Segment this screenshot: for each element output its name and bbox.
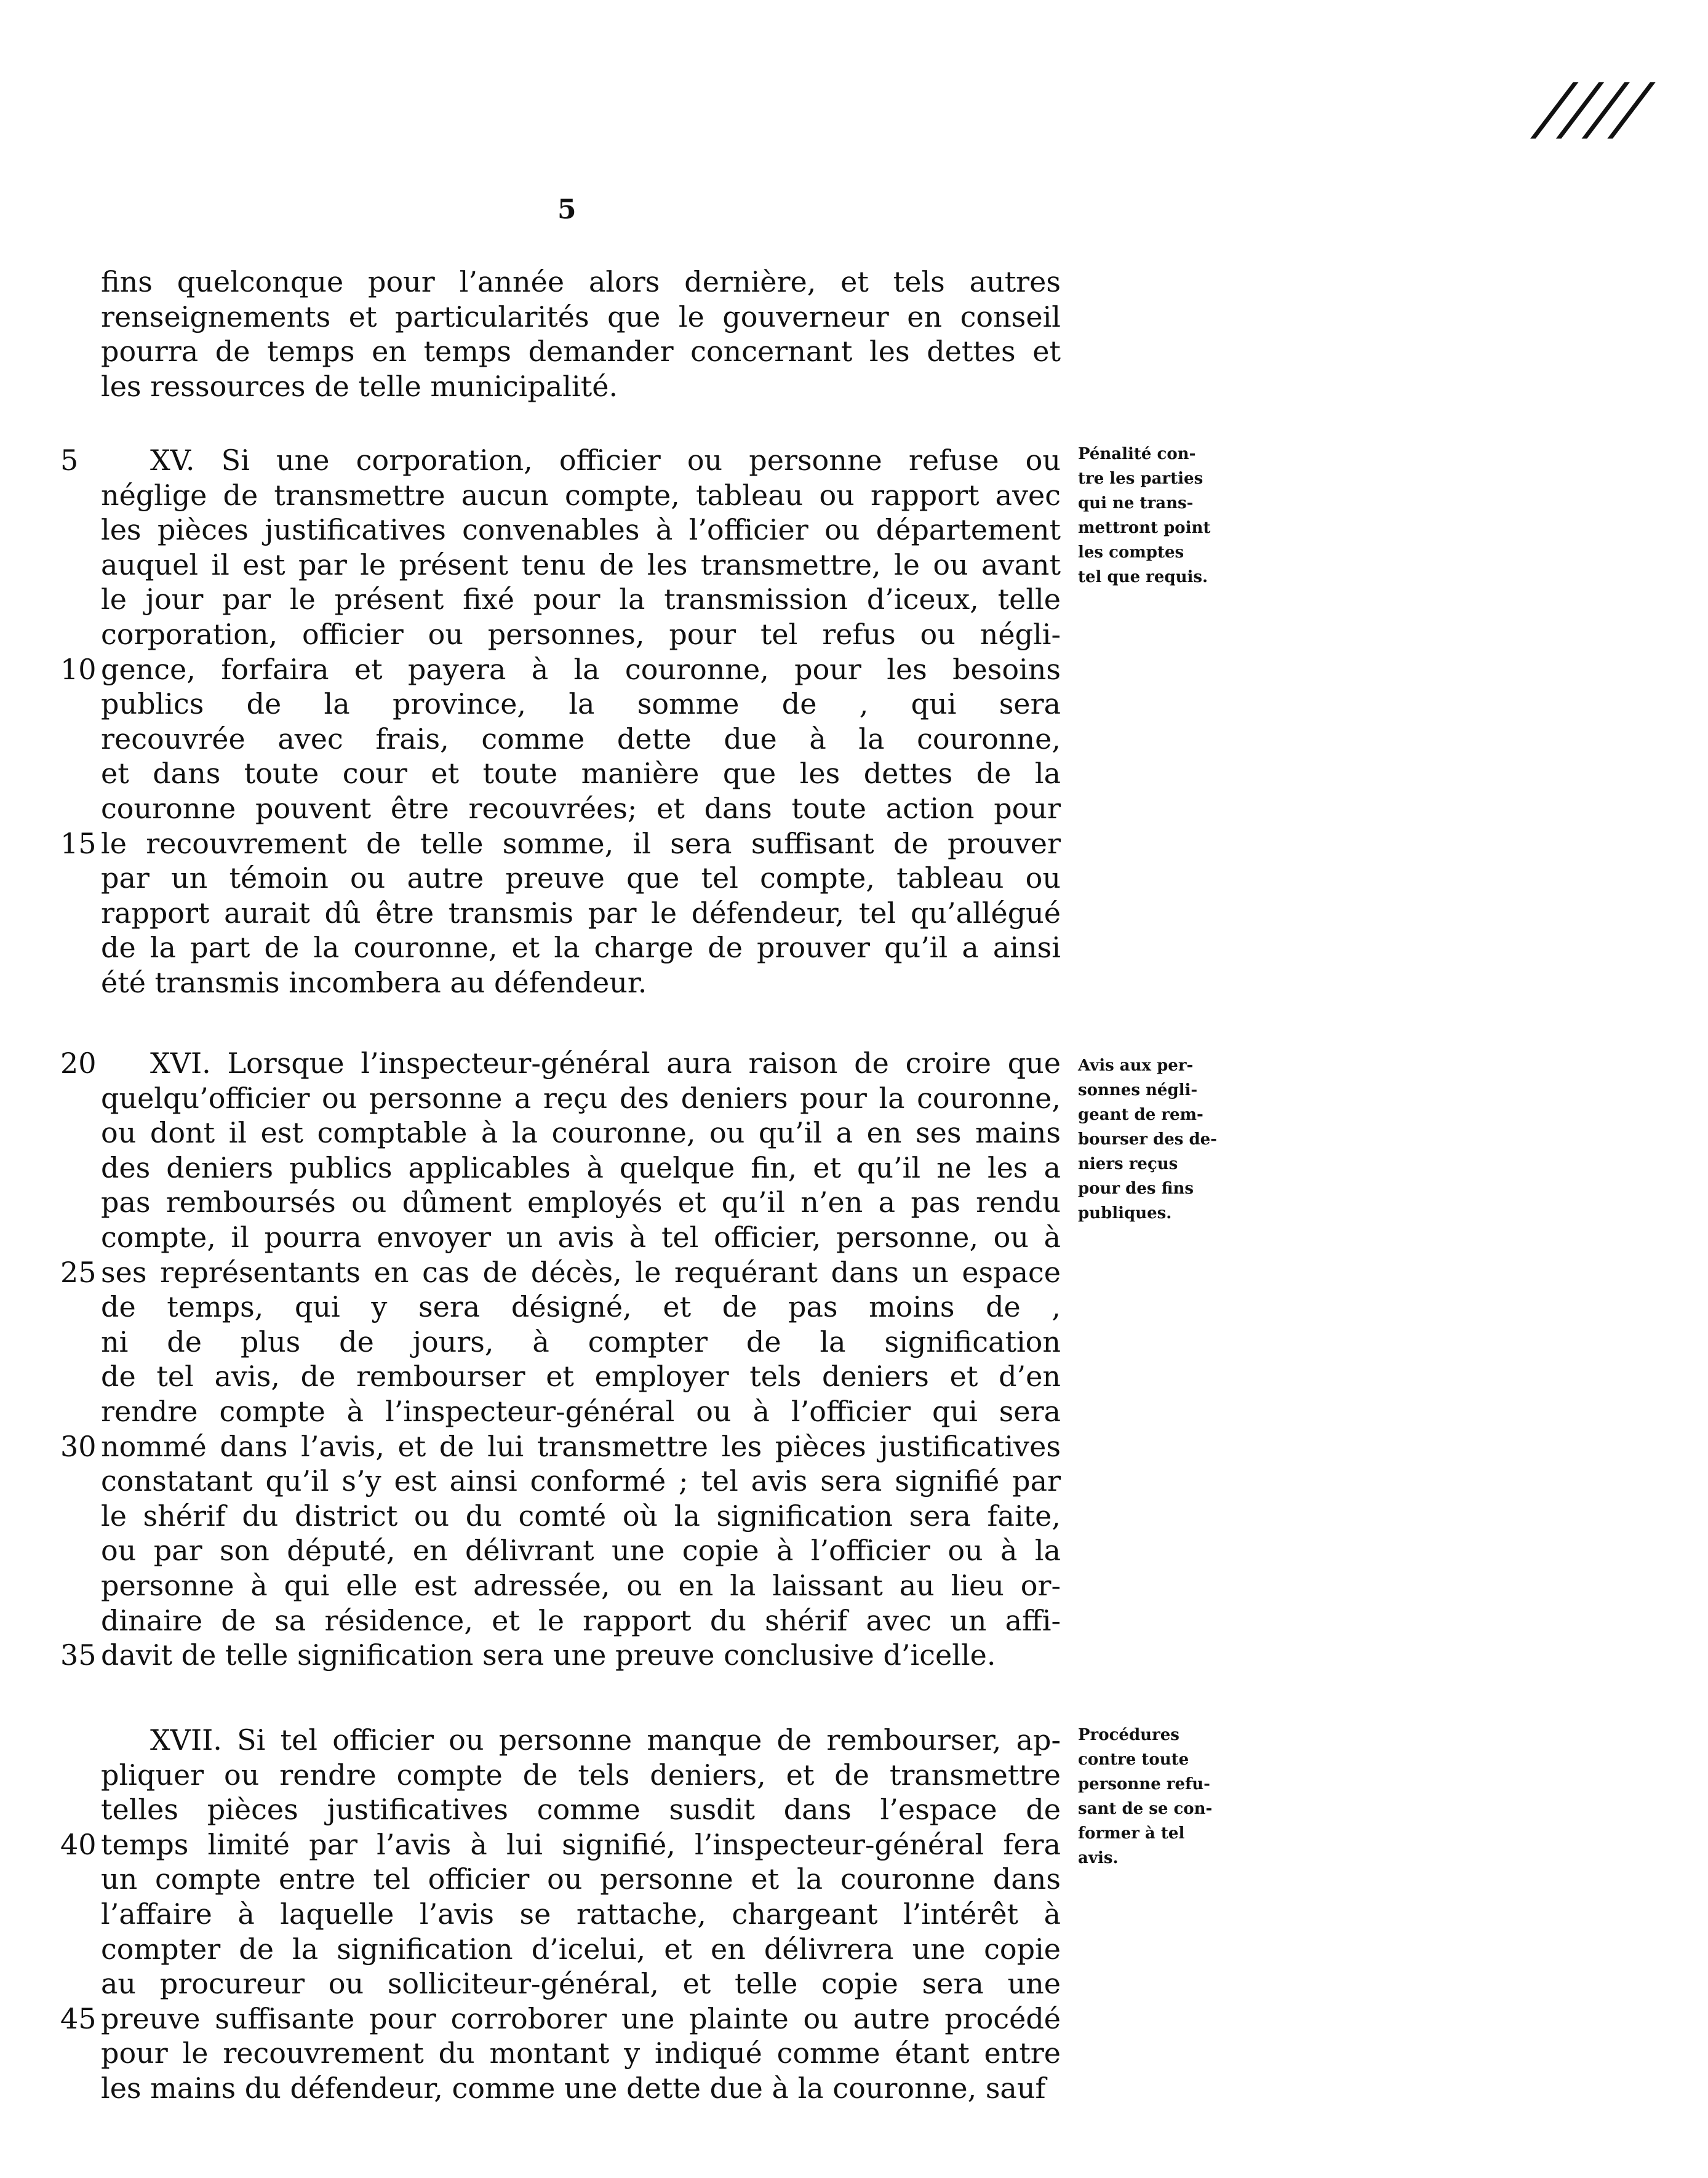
text-line: XVII. Si tel officier ou personne manque de rembourser, ap- [150, 1723, 1061, 1757]
marginal-note-line: qui ne trans- [1078, 494, 1194, 513]
marginal-note-line: publiques. [1078, 1204, 1172, 1223]
text-line: personne à qui elle est adressée, ou en la laissant au lieu or- [101, 1569, 1061, 1602]
text-line: le shérif du district ou du comté où la signification sera faite, [101, 1499, 1061, 1533]
text-line: au procureur ou solliciteur-général, et telle copie sera une [101, 1967, 1061, 2001]
text-line: pliquer ou rendre compte de tels deniers, et de transmettre [101, 1758, 1061, 1792]
text-line: le jour par le présent fixé pour la transmission d’iceux, telle [101, 583, 1061, 616]
text-line: couronne pouvent être recouvrées; et dans toute action pour [101, 792, 1061, 825]
text-line: temps limité par l’avis à lui signifié, l’inspecteur-général fera [101, 1827, 1061, 1861]
text-line: les ressources de telle municipalité. [101, 369, 618, 403]
text-line: dinaire de sa résidence, et le rapport du shérif avec un affi- [101, 1603, 1061, 1637]
text-line: pourra de temps en temps demander concernant les dettes et [101, 335, 1061, 369]
text-line: ou dont il est comptable à la couronne, ou qu’il a en ses mains [101, 1116, 1061, 1150]
marginal-note-line: les comptes [1078, 543, 1184, 562]
text-line: quelqu’officier ou personne a reçu des deniers pour la couronne, [101, 1081, 1061, 1115]
text-line: pas remboursés ou dûment employés et qu’il n’en a pas rendu [101, 1186, 1061, 1219]
marginal-note-line: personne refu- [1078, 1775, 1210, 1793]
text-line: fins quelconque pour l’année alors dernière, et tels autres [101, 265, 1061, 298]
marginal-note-line: geant de rem- [1078, 1106, 1203, 1124]
text-line: ses représentants en cas de décès, le requérant dans un espace [101, 1255, 1061, 1289]
line-number: 20 [60, 1047, 97, 1080]
marginal-note-line: niers reçus [1078, 1155, 1178, 1173]
text-line: gence, forfaira et payera à la couronne, pour les besoins [101, 652, 1061, 686]
text-line: corporation, officier ou personnes, pour tel refus ou négli- [101, 618, 1061, 651]
text-line: des deniers publics applicables à quelque fin, et qu’il ne les a [101, 1151, 1061, 1184]
marginal-note-line: Pénalité con- [1078, 445, 1196, 463]
line-number: 25 [60, 1255, 97, 1289]
marginal-note-line: pour des fins [1078, 1179, 1194, 1198]
text-line: XVI. Lorsque l’inspecteur-général aura raison de croire que [150, 1047, 1061, 1080]
text-line: nommé dans l’avis, et de lui transmettre les pièces justificatives [101, 1429, 1061, 1463]
corner-mark: //// [1533, 69, 1656, 149]
text-line: le recouvrement de telle somme, il sera suffisant de prouver [101, 826, 1061, 860]
marginal-note-line: contre toute [1078, 1750, 1189, 1769]
text-line: telles pièces justificatives comme susdit dans l’espace de [101, 1793, 1061, 1827]
text-line: publics de la province, la somme de , qui sera [101, 687, 1061, 721]
text-line: davit de telle signification sera une preuve conclusive d’icelle. [101, 1638, 996, 1672]
text-line: de tel avis, de rembourser et employer tels deniers et d’en [101, 1360, 1061, 1394]
text-line: ou par son député, en délivrant une copie à l’officier ou à la [101, 1534, 1061, 1568]
text-line: les mains du défendeur, comme une dette due à la couronne, sauf [101, 2072, 1046, 2105]
text-line: preuve suffisante pour corroborer une plainte ou autre procédé [101, 2001, 1061, 2035]
text-line: recouvrée avec frais, comme dette due à la couronne, [101, 722, 1061, 756]
text-line: compter de la signification d’icelui, et en délivrera une copie [101, 1932, 1061, 1966]
text-line: de temps, qui y sera désigné, et de pas moins de , [101, 1290, 1061, 1324]
marginal-note-line: Procédures [1078, 1726, 1179, 1744]
marginal-note-line: avis. [1078, 1849, 1119, 1867]
text-line: compte, il pourra envoyer un avis à tel officier, personne, ou à [101, 1221, 1061, 1254]
line-number: 30 [60, 1429, 97, 1463]
text-line: ni de plus de jours, à compter de la signification [101, 1325, 1061, 1358]
text-line: constatant qu’il s’y est ainsi conformé ; tel avis sera signifié par [101, 1464, 1061, 1498]
text-line: été transmis incombera au défendeur. [101, 966, 647, 999]
line-number: 10 [60, 652, 97, 686]
line-number: 35 [60, 1638, 97, 1672]
marginal-note-line: bourser des de- [1078, 1130, 1217, 1149]
line-number: 40 [60, 1827, 97, 1861]
text-line: rapport aurait dû être transmis par le défendeur, tel qu’allégué [101, 896, 1061, 930]
marginal-note-line: sant de se con- [1078, 1800, 1213, 1818]
line-number: 45 [60, 2001, 97, 2035]
marginal-note-line: tel que requis. [1078, 568, 1208, 586]
text-line: un compte entre tel officier ou personne et la couronne dans [101, 1862, 1061, 1896]
text-line: par un témoin ou autre preuve que tel compte, tableau ou [101, 861, 1061, 895]
page-number: 5 [557, 194, 577, 225]
text-line: XV. Si une corporation, officier ou personne refuse ou [150, 444, 1061, 477]
marginal-note-line: Avis aux per- [1078, 1056, 1194, 1075]
text-line: de la part de la couronne, et la charge de prouver qu’il a ainsi [101, 931, 1061, 965]
marginal-note-line: tre les parties [1078, 469, 1203, 488]
text-line: les pièces justificatives convenables à l’officier ou département [101, 513, 1061, 547]
line-number: 15 [60, 826, 97, 860]
marginal-note-line: sonnes négli- [1078, 1081, 1198, 1099]
text-line: l’affaire à laquelle l’avis se rattache, chargeant l’intérêt à [101, 1897, 1061, 1931]
text-line: rendre compte à l’inspecteur-général ou à l’officier qui sera [101, 1395, 1061, 1428]
text-line: et dans toute cour et toute manière que les dettes de la [101, 757, 1061, 791]
line-number: 5 [60, 444, 79, 477]
text-line: néglige de transmettre aucun compte, tableau ou rapport avec [101, 478, 1061, 512]
text-line: auquel il est par le présent tenu de les transmettre, le ou avant [101, 548, 1061, 581]
marginal-note-line: former à tel [1078, 1824, 1185, 1843]
marginal-note-line: mettront point [1078, 519, 1211, 537]
text-line: renseignements et particularités que le gouverneur en conseil [101, 300, 1061, 333]
text-line: pour le recouvrement du montant y indiqué comme étant entre [101, 2036, 1061, 2070]
